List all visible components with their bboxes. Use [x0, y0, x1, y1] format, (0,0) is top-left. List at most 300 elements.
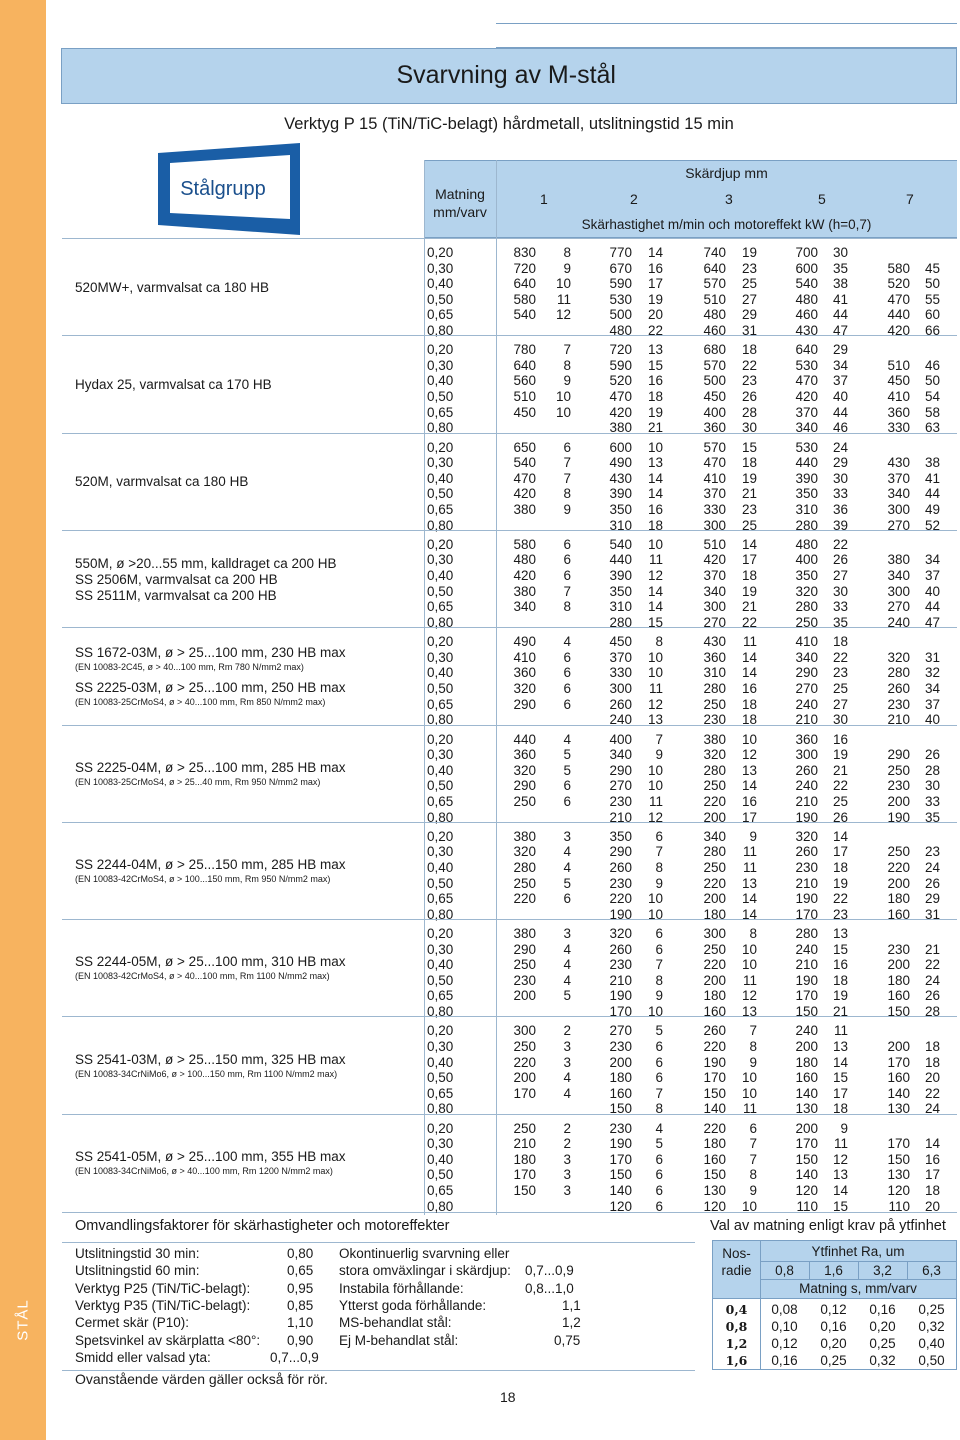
- conversion-row: Okontinuerlig svarvning eller: [339, 1246, 510, 1261]
- speed-value: 130: [887, 1167, 910, 1183]
- speed-value: 410: [703, 470, 726, 486]
- speed-value: 320: [795, 828, 818, 844]
- power-value: 7: [563, 583, 571, 599]
- material-description: [75, 760, 425, 789]
- material-group: [62, 919, 957, 1020]
- power-value: 14: [741, 665, 757, 681]
- power-value: 34: [924, 680, 940, 696]
- speed-value: 470: [703, 455, 726, 471]
- power-value: 10: [647, 891, 663, 907]
- power-value: 8: [655, 972, 663, 988]
- speed-value: 580: [513, 291, 536, 307]
- power-value: 45: [924, 260, 940, 276]
- power-value: 58: [924, 404, 940, 420]
- feed-value: 0,65: [427, 891, 454, 907]
- feed-rate-value: 0,20: [869, 1319, 896, 1334]
- power-value: 14: [832, 828, 848, 844]
- power-value: 6: [563, 649, 571, 665]
- power-value: 22: [832, 649, 848, 665]
- power-value: 11: [742, 844, 757, 860]
- feed-value: 0,30: [427, 649, 454, 665]
- speed-value: 350: [795, 568, 818, 584]
- power-value: 11: [742, 859, 757, 875]
- speed-value: 170: [513, 1085, 536, 1101]
- power-value: 10: [647, 665, 663, 681]
- feed-rate-value: 0,12: [820, 1302, 847, 1317]
- feed-value: 0,80: [427, 1198, 454, 1214]
- power-value: 13: [832, 1038, 848, 1054]
- power-value: 8: [749, 1038, 757, 1054]
- speed-value: 440: [887, 307, 910, 323]
- power-value: 14: [741, 906, 757, 922]
- power-value: 18: [741, 455, 757, 471]
- speed-value: 300: [703, 599, 726, 615]
- speed-value: 490: [609, 455, 632, 471]
- power-value: 18: [832, 634, 848, 650]
- nosradie-value: 0,8: [725, 1319, 748, 1334]
- speed-value: 280: [795, 926, 818, 942]
- speed-value: 540: [609, 536, 632, 552]
- feed-value: 0,40: [427, 665, 454, 681]
- power-value: 26: [741, 389, 757, 405]
- power-value: 7: [563, 470, 571, 486]
- speed-value: 560: [513, 373, 536, 389]
- feed-value: 0,65: [427, 696, 454, 712]
- speed-value: 110: [796, 1198, 818, 1214]
- speed-value: 140: [703, 1101, 726, 1117]
- speed-value: 320: [513, 762, 536, 778]
- speed-value: 150: [703, 1085, 726, 1101]
- speed-value: 340: [513, 599, 536, 615]
- speed-value: 380: [513, 926, 536, 942]
- power-value: 12: [647, 696, 663, 712]
- speed-value: 300: [609, 680, 632, 696]
- power-value: 12: [741, 988, 757, 1004]
- speed-value: 180: [703, 1136, 726, 1152]
- speed-value: 480: [795, 291, 818, 307]
- power-value: 10: [647, 778, 663, 794]
- power-value: 30: [741, 420, 757, 436]
- power-value: 3: [563, 1167, 571, 1183]
- power-value: 24: [924, 972, 940, 988]
- power-value: 14: [741, 891, 757, 907]
- speed-value: 370: [703, 568, 726, 584]
- speed-value: 160: [887, 906, 910, 922]
- speed-value: 350: [609, 583, 632, 599]
- feed-rate-value: 0,12: [771, 1336, 798, 1351]
- power-value: 13: [647, 455, 663, 471]
- page-subtitle: Verktyg P 15 (TiN/TiC-belagt) hårdmetall, utslitningstid 15 min: [284, 115, 734, 133]
- power-value: 46: [832, 420, 848, 436]
- speed-value: 170: [703, 1070, 726, 1086]
- speed-value: 380: [609, 420, 632, 436]
- power-value: 29: [832, 455, 848, 471]
- power-value: 6: [655, 1167, 663, 1183]
- conversion-row: Utslitningstid 30 min: 0,80: [75, 1246, 314, 1261]
- power-value: 6: [655, 1070, 663, 1086]
- feed-value: 0,80: [427, 614, 454, 630]
- power-value: 66: [924, 323, 940, 338]
- power-value: 26: [924, 875, 940, 891]
- speed-value: 320: [795, 583, 818, 599]
- speed-value: 230: [887, 778, 910, 794]
- feed-value: 0,40: [427, 470, 454, 486]
- speed-value: 230: [795, 859, 818, 875]
- power-value: 21: [647, 420, 663, 436]
- speed-value: 640: [513, 357, 536, 373]
- power-value: 18: [832, 1101, 848, 1117]
- power-value: 5: [563, 747, 571, 763]
- speed-value: 430: [795, 323, 818, 338]
- speed-value: 410: [795, 634, 818, 650]
- speed-value: 300: [703, 926, 726, 942]
- feed-value: 0,40: [427, 762, 454, 778]
- header-depth: 5: [818, 191, 826, 207]
- power-value: 24: [924, 859, 940, 875]
- power-value: 5: [655, 1023, 663, 1039]
- feed-value: 0,65: [427, 501, 454, 517]
- power-value: 30: [832, 470, 848, 486]
- power-value: 14: [741, 649, 757, 665]
- speed-value: 430: [703, 634, 726, 650]
- speed-value: 640: [795, 342, 818, 358]
- power-value: 6: [655, 1151, 663, 1167]
- speed-value: 360: [513, 747, 536, 763]
- feed-value: 0,50: [427, 778, 454, 794]
- feed-value: 0,30: [427, 1038, 454, 1054]
- speed-value: 270: [887, 517, 910, 533]
- speed-value: 200: [887, 1038, 910, 1054]
- speed-value: 180: [795, 1054, 818, 1070]
- speed-value: 460: [703, 323, 726, 338]
- power-value: 16: [741, 680, 757, 696]
- speed-value: 230: [609, 1120, 632, 1136]
- power-value: 33: [832, 486, 848, 502]
- speed-value: 290: [609, 844, 632, 860]
- power-value: 4: [563, 634, 571, 650]
- power-value: 37: [924, 568, 940, 584]
- power-value: 44: [832, 404, 848, 420]
- power-value: 12: [647, 568, 663, 584]
- power-value: 6: [749, 1120, 757, 1136]
- speed-value: 210: [795, 957, 818, 973]
- speed-value: 460: [795, 307, 818, 323]
- power-value: 11: [742, 634, 757, 650]
- speed-value: 170: [609, 1004, 632, 1020]
- speed-value: 240: [795, 696, 818, 712]
- speed-value: 350: [609, 501, 632, 517]
- speed-value: 230: [609, 957, 632, 973]
- material-description: [75, 954, 425, 983]
- speed-value: 220: [703, 875, 726, 891]
- speed-value: 280: [703, 762, 726, 778]
- table-header: [424, 160, 957, 238]
- speed-value: 120: [887, 1183, 910, 1199]
- material-group: [62, 335, 957, 436]
- power-value: 14: [832, 1183, 848, 1199]
- feed-value: 0,30: [427, 941, 454, 957]
- power-value: 15: [832, 941, 848, 957]
- speed-value: 410: [887, 389, 910, 405]
- ra-value: 1,6: [824, 1263, 843, 1278]
- speed-value: 780: [513, 342, 536, 358]
- speed-value: 210: [513, 1136, 536, 1152]
- conversion-row: Instabila förhållande: 0,8...1,0: [339, 1280, 574, 1296]
- power-value: 14: [647, 486, 663, 502]
- speed-value: 210: [887, 712, 910, 728]
- power-value: 18: [924, 1183, 940, 1199]
- power-value: 33: [832, 599, 848, 615]
- speed-value: 300: [887, 501, 910, 517]
- feed-value: 0,30: [427, 455, 454, 471]
- power-value: 11: [833, 1023, 848, 1039]
- speed-value: 250: [703, 941, 726, 957]
- power-value: 8: [749, 1167, 757, 1183]
- speed-value: 700: [795, 245, 818, 260]
- speed-value: 210: [795, 875, 818, 891]
- speed-value: 590: [609, 357, 632, 373]
- speed-value: 130: [795, 1101, 818, 1117]
- speed-value: 280: [795, 517, 818, 533]
- power-value: 11: [648, 680, 663, 696]
- power-value: 6: [563, 665, 571, 681]
- power-value: 13: [741, 1004, 757, 1020]
- feed-value: 0,40: [427, 568, 454, 584]
- speed-value: 250: [703, 696, 726, 712]
- speed-value: 160: [887, 1070, 910, 1086]
- speed-value: 370: [609, 649, 632, 665]
- speed-value: 200: [513, 1070, 536, 1086]
- material-group: [62, 822, 957, 920]
- feed-value: 0,65: [427, 1183, 454, 1199]
- material-group: [62, 530, 957, 628]
- feed-rate-value: 0,16: [820, 1319, 847, 1334]
- material-description: [75, 280, 425, 296]
- power-value: 5: [563, 875, 571, 891]
- power-value: 20: [924, 1070, 940, 1086]
- power-value: 23: [832, 665, 848, 681]
- feed-value: 0,65: [427, 793, 454, 809]
- power-value: 47: [832, 323, 848, 338]
- power-value: 6: [563, 568, 571, 584]
- speed-value: 230: [703, 712, 726, 728]
- power-value: 10: [741, 957, 757, 973]
- power-value: 11: [648, 552, 663, 568]
- speed-value: 400: [703, 404, 726, 420]
- speed-value: 250: [513, 1038, 536, 1054]
- speed-value: 320: [887, 649, 910, 665]
- power-value: 4: [563, 859, 571, 875]
- power-value: 6: [655, 828, 663, 844]
- speed-value: 120: [703, 1198, 726, 1214]
- feed-value: 0,80: [427, 809, 454, 825]
- speed-value: 250: [887, 762, 910, 778]
- power-value: 9: [655, 875, 663, 891]
- speed-value: 830: [513, 245, 536, 260]
- material-group: [62, 1016, 957, 1117]
- feed-value: 0,80: [427, 420, 454, 436]
- ra-value: 6,3: [922, 1263, 941, 1278]
- speed-value: 290: [513, 941, 536, 957]
- power-value: 19: [647, 291, 663, 307]
- power-value: 6: [655, 1054, 663, 1070]
- speed-value: 170: [887, 1054, 910, 1070]
- material-group: [62, 627, 957, 728]
- power-value: 7: [749, 1151, 757, 1167]
- speed-value: 360: [703, 649, 726, 665]
- header-depth: 3: [725, 191, 733, 207]
- power-value: 10: [555, 276, 571, 292]
- power-value: 25: [832, 680, 848, 696]
- speed-value: 530: [795, 439, 818, 455]
- speed-value: 140: [887, 1085, 910, 1101]
- power-value: 12: [741, 747, 757, 763]
- power-value: 21: [832, 762, 848, 778]
- speed-value: 150: [887, 1151, 910, 1167]
- conversion-row: Smidd eller valsad yta: 0,7...0,9: [75, 1349, 319, 1365]
- speed-value: 220: [513, 891, 536, 907]
- speed-value: 340: [795, 420, 818, 436]
- speed-value: 290: [513, 778, 536, 794]
- feed-value: 0,50: [427, 389, 454, 405]
- speed-value: 220: [703, 793, 726, 809]
- speed-value: 200: [703, 809, 726, 825]
- material-description: [75, 556, 425, 604]
- power-value: 6: [655, 1198, 663, 1214]
- speed-value: 350: [609, 828, 632, 844]
- power-value: 25: [741, 517, 757, 533]
- header-depth: 7: [906, 191, 914, 207]
- speed-value: 450: [513, 404, 536, 420]
- speed-value: 720: [513, 260, 536, 276]
- power-value: 18: [832, 972, 848, 988]
- power-value: 16: [924, 1151, 940, 1167]
- feed-value: 0,30: [427, 747, 454, 763]
- power-value: 3: [563, 1038, 571, 1054]
- power-value: 31: [741, 323, 757, 338]
- speed-value: 390: [609, 568, 632, 584]
- nosradie-label: Nos- radie: [721, 1246, 752, 1278]
- feed-rate-value: 0,32: [918, 1319, 945, 1334]
- power-value: 37: [832, 373, 848, 389]
- power-value: 16: [647, 501, 663, 517]
- speed-value: 510: [703, 291, 726, 307]
- conversion-row: stora omväxlingar i skärdjup: 0,7...0,9: [339, 1263, 574, 1279]
- header-matning: Matning mm/varv: [433, 186, 487, 220]
- power-value: 21: [832, 1004, 848, 1020]
- speed-value: 180: [703, 988, 726, 1004]
- power-value: 41: [924, 470, 940, 486]
- power-value: 10: [555, 404, 571, 420]
- speed-value: 600: [609, 439, 632, 455]
- power-value: 5: [563, 988, 571, 1004]
- speed-value: 340: [795, 649, 818, 665]
- speed-value: 240: [795, 941, 818, 957]
- power-value: 32: [924, 665, 940, 681]
- power-value: 19: [741, 245, 757, 260]
- power-value: 6: [655, 941, 663, 957]
- power-value: 13: [832, 1167, 848, 1183]
- speed-value: 210: [609, 809, 632, 825]
- conversion-row: Cermet skär (P10): 1,10: [75, 1315, 314, 1331]
- power-value: 13: [647, 712, 663, 728]
- page-title-bar: [61, 48, 957, 104]
- power-value: 52: [924, 517, 940, 533]
- speed-value: 530: [795, 357, 818, 373]
- power-value: 9: [749, 1183, 757, 1199]
- speed-value: 220: [513, 1054, 536, 1070]
- power-value: 17: [832, 844, 848, 860]
- power-value: 11: [742, 972, 757, 988]
- speed-value: 240: [887, 614, 910, 630]
- conversion-row: Verktyg P35 (TiN/TiC-belagt): 0,85: [75, 1297, 314, 1313]
- material-group: [62, 725, 957, 823]
- speed-value: 590: [609, 276, 632, 292]
- power-value: 11: [648, 793, 663, 809]
- feed-value: 0,20: [427, 245, 454, 260]
- speed-value: 240: [609, 712, 632, 728]
- feed-value: 0,20: [427, 536, 454, 552]
- speed-value: 260: [795, 762, 818, 778]
- speed-value: 470: [609, 389, 632, 405]
- speed-value: 300: [513, 1023, 536, 1039]
- power-value: 14: [741, 536, 757, 552]
- speed-value: 220: [609, 891, 632, 907]
- power-value: 16: [647, 260, 663, 276]
- feed-value: 0,80: [427, 1101, 454, 1117]
- power-value: 10: [741, 1198, 757, 1214]
- power-value: 11: [742, 1101, 757, 1117]
- feed-value: 0,50: [427, 1070, 454, 1086]
- feed-value: 0,40: [427, 1151, 454, 1167]
- speed-value: 180: [703, 906, 726, 922]
- speed-value: 140: [609, 1183, 632, 1199]
- feed-value: 0,20: [427, 1120, 454, 1136]
- power-value: 34: [924, 552, 940, 568]
- power-value: 8: [563, 599, 571, 615]
- power-value: 10: [555, 389, 571, 405]
- power-value: 18: [741, 568, 757, 584]
- power-value: 6: [563, 778, 571, 794]
- material-description: [75, 1052, 425, 1081]
- power-value: 12: [647, 809, 663, 825]
- power-value: 7: [749, 1136, 757, 1152]
- power-value: 7: [749, 1023, 757, 1039]
- speed-value: 310: [609, 517, 632, 533]
- speed-value: 280: [703, 680, 726, 696]
- power-value: 6: [655, 1183, 663, 1199]
- power-value: 28: [741, 404, 757, 420]
- speed-value: 160: [703, 1004, 726, 1020]
- power-value: 12: [832, 1151, 848, 1167]
- power-value: 29: [832, 342, 848, 358]
- speed-value: 160: [609, 1085, 632, 1101]
- power-value: 9: [749, 828, 757, 844]
- feed-value: 0,40: [427, 1054, 454, 1070]
- power-value: 36: [832, 501, 848, 517]
- feed-rate-value: 0,25: [918, 1302, 945, 1317]
- speed-value: 200: [703, 972, 726, 988]
- power-value: 28: [924, 1004, 940, 1020]
- power-value: 13: [832, 926, 848, 942]
- power-value: 11: [556, 291, 571, 307]
- speed-value: 380: [887, 552, 910, 568]
- speed-value: 410: [513, 649, 536, 665]
- power-value: 21: [741, 599, 757, 615]
- feed-value: 0,30: [427, 260, 454, 276]
- speed-value: 130: [703, 1183, 726, 1199]
- speed-value: 400: [609, 731, 632, 747]
